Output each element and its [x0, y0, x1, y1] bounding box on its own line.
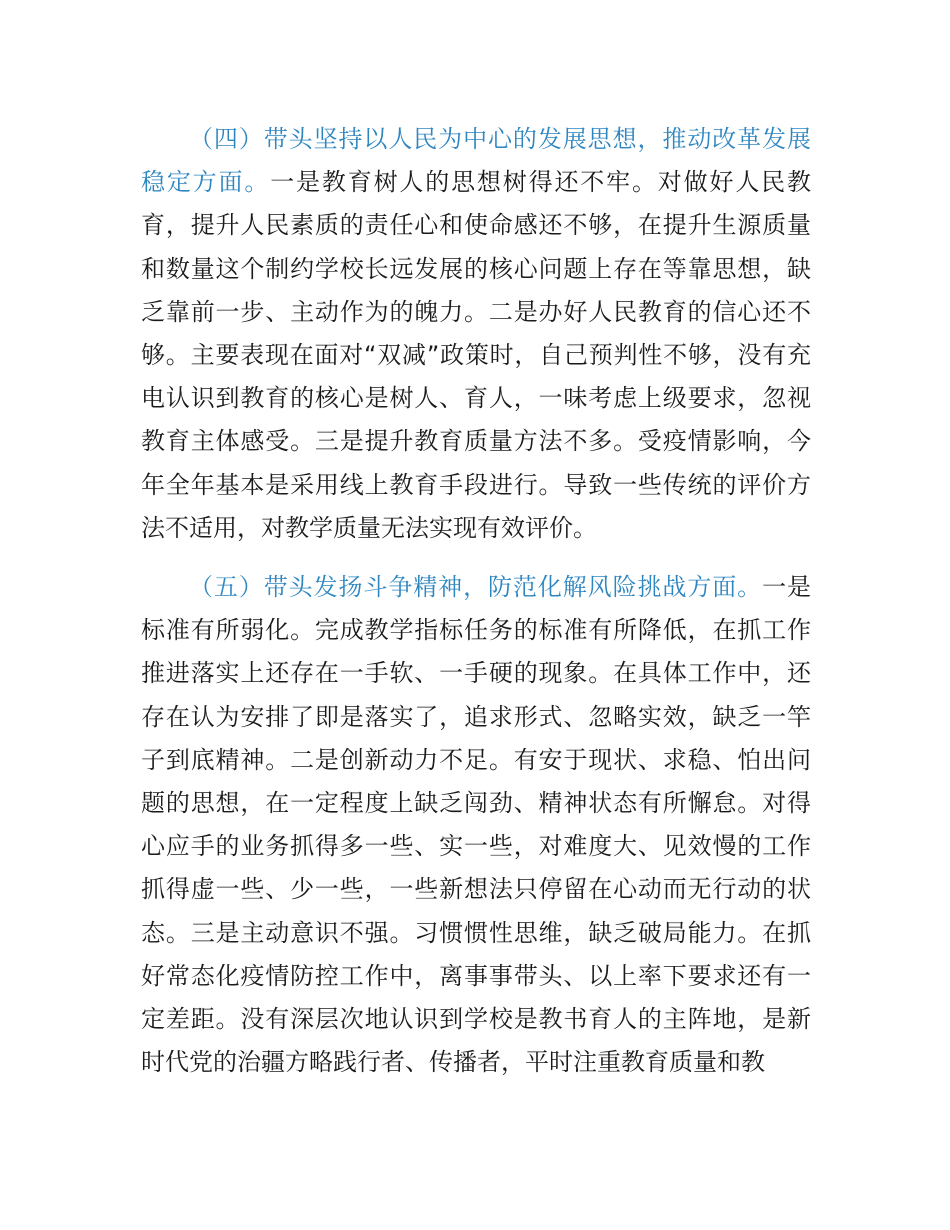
section-four-heading: （四）带头坚持以人民为中心的发展思想，推动改革发展稳定方面。 — [141, 125, 811, 197]
document-body — [141, 118, 811, 1084]
paragraph-section-five — [141, 566, 811, 1084]
section-four-body: 一是教育树人的思想树得还不牢。对做好人民教育，提升人民素质的责任心和使命感还不够，在提升生源质量和数量这个制约学校长远发展的核心问题上存在等靠思想，缺乏靠前一步、主动作为的魄力。二是办好人民教育的信心还不够。主要表现在面对“双减”政策时，自己预判性不够，没有充电认识到教育的核心是树人、育人，一味考虑上级要求，忽视教育主体感受。三是提升教育质量方法不多。受疫情影响，今年全年基本是采用线上教育手段进行。导致一些传统的评价方法不适用，对教学质量无法实现有效评价。 — [141, 168, 812, 542]
paragraph-section-four — [141, 118, 811, 550]
section-five-heading: （五）带头发扬斗争精神，防范化解风险挑战方面。 — [189, 573, 763, 602]
section-five-body: 一是标准有所弱化。完成教学指标任务的标准有所降低，在抓工作推进落实上还存在一手软、一手硬的现象。在具体工作中，还存在认为安排了即是落实了，追求形式、忽略实效，缺乏一竿子到底精神。二是创新动力不足。有安于现状、求稳、怕出问题的思想，在一定程度上缺乏闯劲、精神状态有所懈怠。对得心应手的业务抓得多一些、实一些，对难度大、见效慢的工作抓得虚一些、少一些，一些新想法只停留在心动而无行动的状态。三是主动意识不强。习惯惯性思维，缺乏破局能力。在抓好常态化疫情防控工作中，离事事带头、以上率下要求还有一定差距。没有深层次地认识到学校是教书育人的主阵地，是新时代党的治疆方略践行者、传播者，平时注重教育质量和教 — [141, 573, 812, 1077]
